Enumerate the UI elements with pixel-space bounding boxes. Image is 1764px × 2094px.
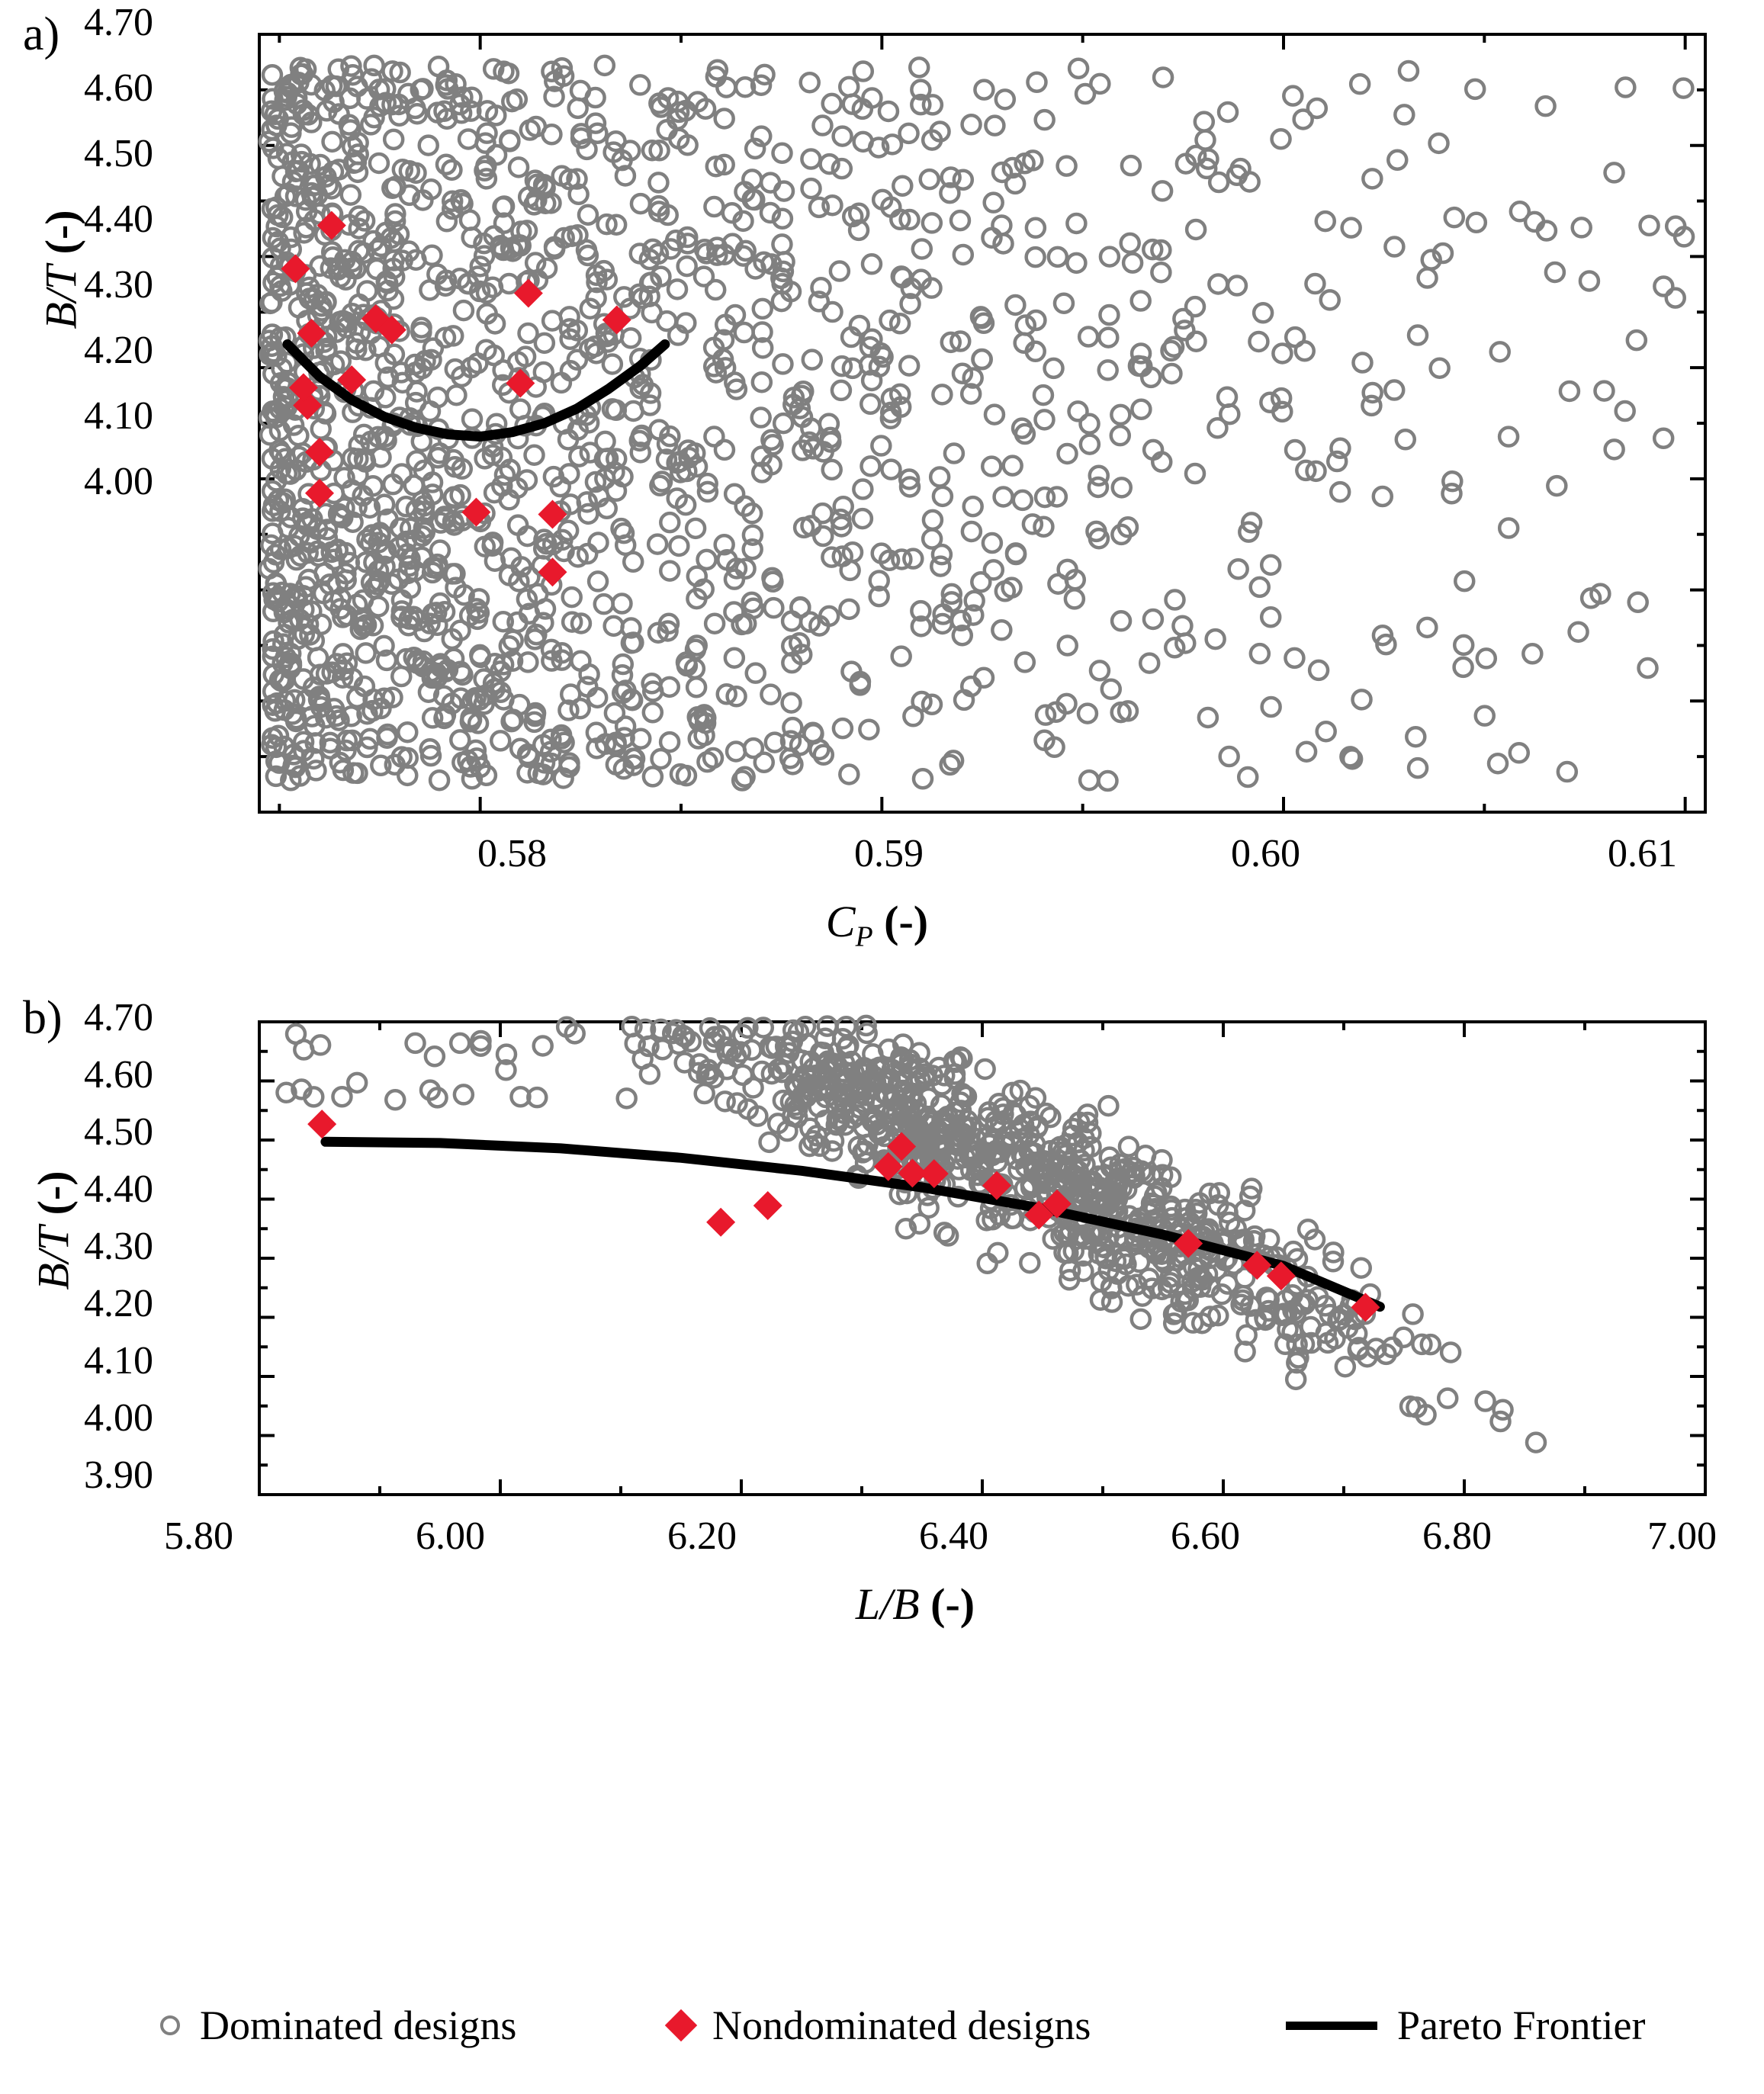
panel-a-ytick-4.40: 4.40 [84,198,153,241]
legend-item-nondominated [670,2002,1264,2049]
panel-b-xtick-7.00: 7.00 [1647,1514,1717,1558]
panel-a-ytick-4.20: 4.20 [84,329,153,372]
panel-b-ytick-4.10: 4.10 [84,1339,153,1383]
panel-b-ytick-4.20: 4.20 [84,1282,153,1325]
pareto-line-icon [1286,2022,1377,2030]
panel-b-xtick-6.60: 6.60 [1171,1514,1240,1558]
panel-b-plot-area [244,1007,1721,1510]
panel-b-ytick-4.50: 4.50 [84,1110,153,1154]
nondominated-diamond-icon [665,2009,697,2041]
panel-a-x-axis-title: $C_P$ (-) [825,897,929,953]
panel-a [0,0,1764,953]
dominated-circle-icon [160,2015,180,2035]
legend-label-nondominated: Nondominated designs [712,2002,1091,2048]
legend-label-pareto: Pareto Frontier [1397,2002,1646,2048]
panel-b-x-axis-title: L/B (-) [855,1579,975,1629]
figure-legend [160,2002,1731,2049]
panel-b-xtick-5.80: 5.80 [164,1514,233,1558]
panel-b-ytick-4.30: 4.30 [84,1225,153,1268]
panel-a-ytick-4.10: 4.10 [84,394,153,438]
legend-item-pareto [1286,2002,1645,2049]
panel-b [0,976,1764,1914]
panel-b-label: b) [23,992,63,1044]
legend-label-dominated: Dominated designs [200,2002,517,2048]
panel-a-ytick-4.30: 4.30 [84,263,153,307]
panel-a-xtick-0.59: 0.59 [854,832,924,875]
panel-b-xtick-6.40: 6.40 [919,1514,988,1558]
panel-b-ytick-4.60: 4.60 [84,1053,153,1097]
panel-a-ytick-4.70: 4.70 [84,1,153,44]
panel-b-ytick-4.70: 4.70 [84,996,153,1039]
panel-a-xtick-0.60: 0.60 [1231,832,1300,875]
panel-a-ytick-4.50: 4.50 [84,132,153,175]
panel-b-ytick-3.90: 3.90 [84,1453,153,1497]
panel-a-ytick-4.60: 4.60 [84,66,153,110]
panel-a-xtick-0.61: 0.61 [1608,832,1677,875]
panel-b-xtick-6.80: 6.80 [1422,1514,1492,1558]
legend-item-dominated [160,2002,648,2049]
panel-a-xtick-0.58: 0.58 [477,832,547,875]
panel-b-ytick-4.40: 4.40 [84,1167,153,1211]
panel-a-plot-area [244,19,1721,827]
panel-b-xtick-6.20: 6.20 [667,1514,737,1558]
panel-b-y-axis-title: B/T (-) [28,1171,79,1290]
panel-a-label: a) [23,8,60,60]
panel-a-y-axis-title: B/T (-) [36,210,86,329]
panel-a-ytick-4.00: 4.00 [84,460,153,503]
panel-b-ytick-4.00: 4.00 [84,1396,153,1440]
panel-b-xtick-6.00: 6.00 [416,1514,485,1558]
